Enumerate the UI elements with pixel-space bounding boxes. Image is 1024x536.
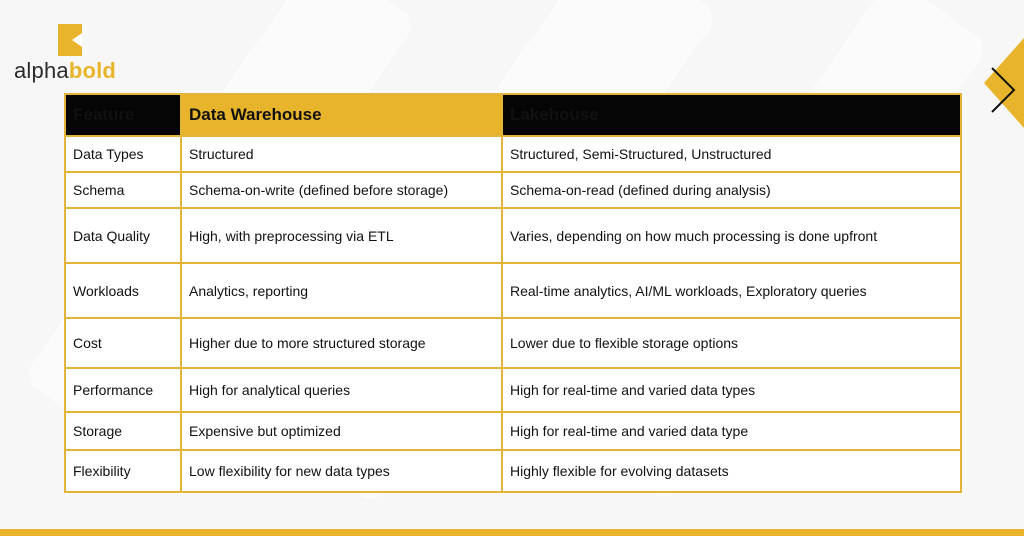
data-warehouse-cell: Low flexibility for new data types: [181, 450, 502, 492]
table-row: [65, 450, 961, 492]
bottom-accent-bar: [0, 529, 1024, 536]
header-data-warehouse: Data Warehouse: [181, 94, 502, 136]
logo-text-primary: alpha: [14, 58, 69, 83]
lakehouse-cell: Varies, depending on how much processing is done upfront: [502, 208, 961, 263]
data-warehouse-cell: High, with preprocessing via ETL: [181, 208, 502, 263]
table-row: [65, 208, 961, 263]
table-row: [65, 136, 961, 172]
lakehouse-cell: Schema-on-read (defined during analysis): [502, 172, 961, 208]
feature-cell: Data Quality: [65, 208, 181, 263]
feature-cell: Cost: [65, 318, 181, 368]
logo-wordmark: [14, 60, 116, 82]
feature-cell: Storage: [65, 412, 181, 450]
data-warehouse-cell: Schema-on-write (defined before storage): [181, 172, 502, 208]
brand-logo: [14, 24, 124, 84]
lakehouse-cell: Structured, Semi-Structured, Unstructured: [502, 136, 961, 172]
lakehouse-cell: Real-time analytics, AI/ML workloads, Exploratory queries: [502, 263, 961, 318]
data-warehouse-cell: Structured: [181, 136, 502, 172]
corner-arrow-icon: [984, 38, 1024, 128]
lakehouse-cell: High for real-time and varied data types: [502, 368, 961, 412]
table-header-row: [65, 94, 961, 136]
table-row: [65, 368, 961, 412]
table-row: [65, 263, 961, 318]
data-warehouse-cell: Higher due to more structured storage: [181, 318, 502, 368]
lakehouse-cell: Lower due to flexible storage options: [502, 318, 961, 368]
table-row: [65, 172, 961, 208]
feature-cell: Performance: [65, 368, 181, 412]
data-warehouse-cell: Analytics, reporting: [181, 263, 502, 318]
header-lakehouse: Lakehouse: [502, 94, 961, 136]
table-row: [65, 318, 961, 368]
feature-cell: Data Types: [65, 136, 181, 172]
logo-text-accent: bold: [68, 58, 117, 83]
lakehouse-cell: Highly flexible for evolving datasets: [502, 450, 961, 492]
data-warehouse-cell: Expensive but optimized: [181, 412, 502, 450]
data-warehouse-cell: High for analytical queries: [181, 368, 502, 412]
feature-cell: Workloads: [65, 263, 181, 318]
lakehouse-cell: High for real-time and varied data type: [502, 412, 961, 450]
feature-cell: Schema: [65, 172, 181, 208]
header-feature: Feature: [65, 94, 181, 136]
table-row: [65, 412, 961, 450]
logo-mark-icon: [58, 24, 82, 56]
feature-cell: Flexibility: [65, 450, 181, 492]
comparison-table: [64, 93, 962, 493]
